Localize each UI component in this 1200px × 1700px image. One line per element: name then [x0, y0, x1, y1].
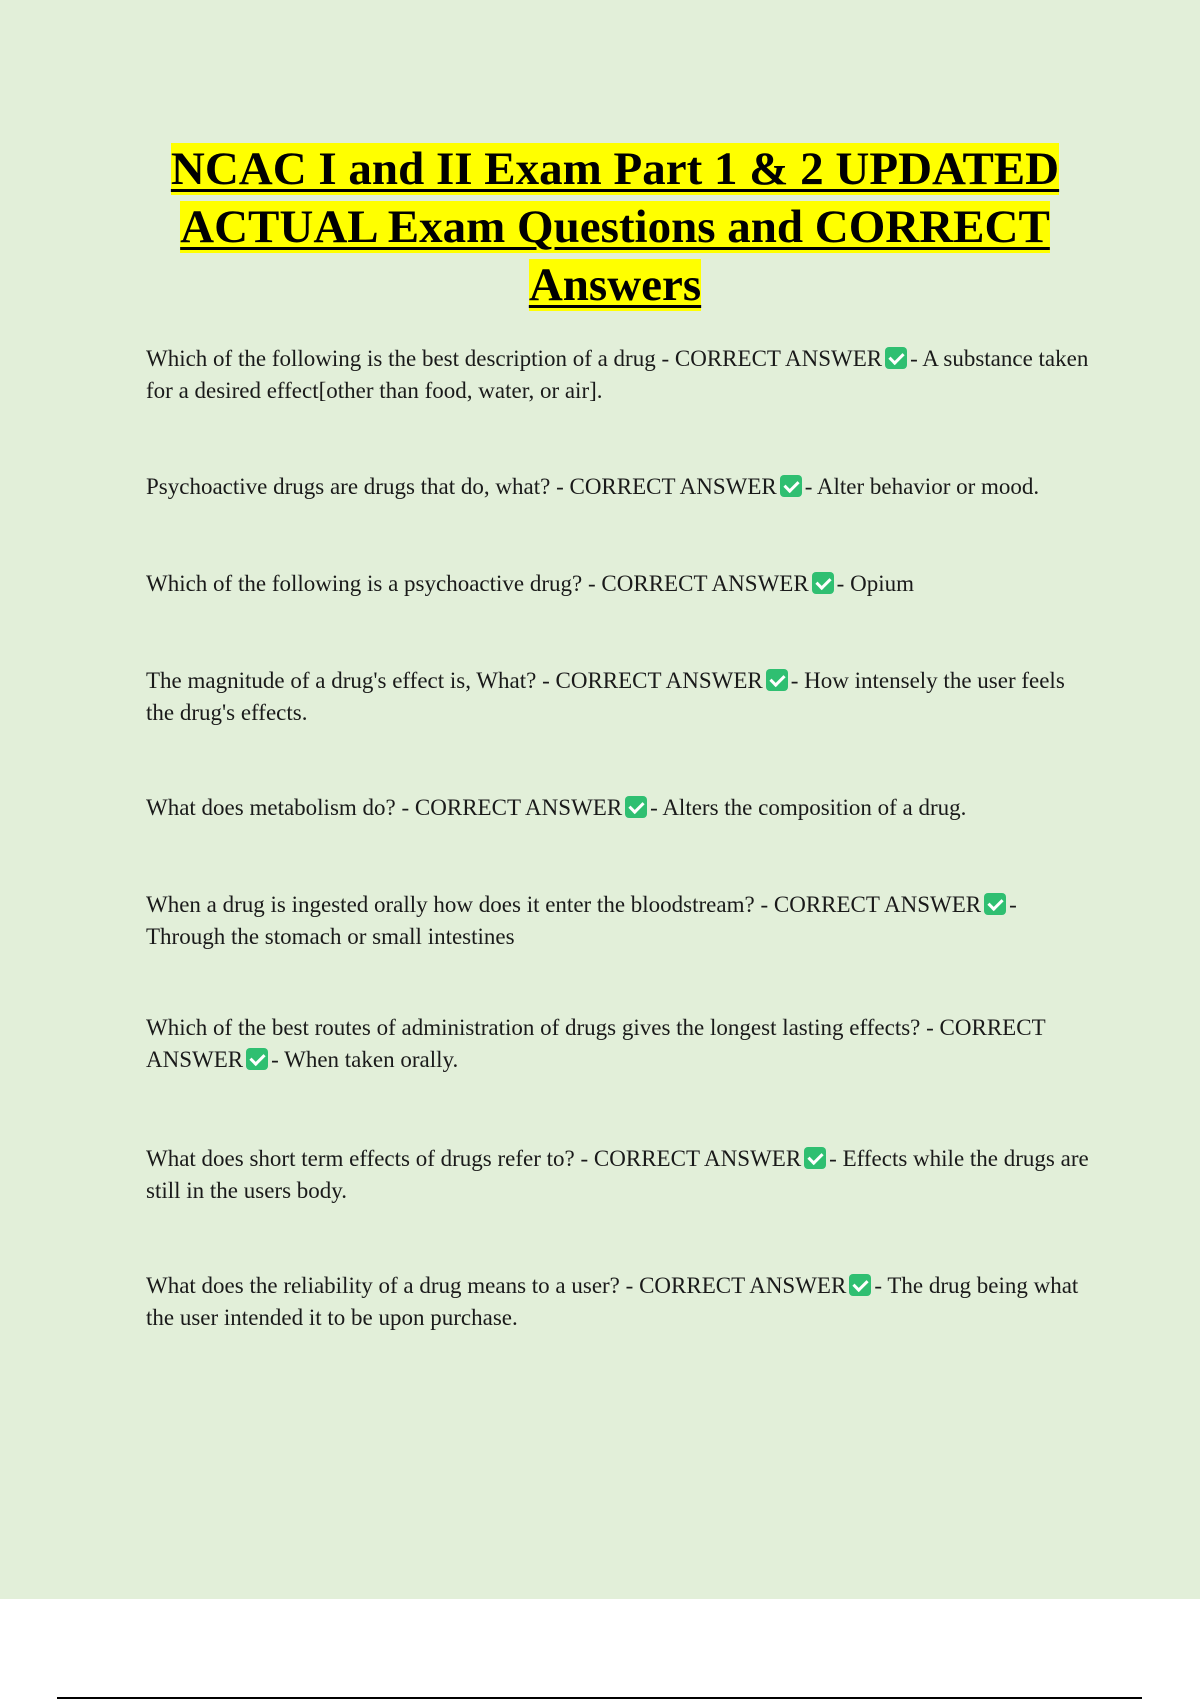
- check-mark-icon: [246, 1048, 268, 1070]
- answer-marker: CORRECT ANSWER: [593, 1146, 802, 1171]
- answer-marker: CORRECT ANSWER: [601, 571, 809, 596]
- document-title-text: NCAC I and II Exam Part 1 & 2 UPDATED ACTUAL Exam Questions and CORRECT Answers: [170, 143, 1060, 311]
- answer-text: Alter behavior or mood.: [816, 474, 1040, 499]
- answer-text: The drug being what the user intended it to be upon purchase.: [146, 1273, 1079, 1330]
- answer-marker: CORRECT ANSWER: [639, 1273, 847, 1298]
- qa-item: The magnitude of a drug's effect is, What? - CORRECT ANSWER - How intensely the user feels the drug's effects.: [146, 668, 1065, 725]
- answer-marker: CORRECT ANSWER: [569, 474, 777, 499]
- qa-item: Psychoactive drugs are drugs that do, what? - CORRECT ANSWER - Alter behavior or mood.: [146, 474, 1040, 499]
- check-mark-icon: [984, 893, 1006, 915]
- answer-marker: CORRECT ANSWER: [146, 1015, 1046, 1072]
- check-mark-icon: [625, 796, 647, 818]
- question-text: Which of the following is a psychoactive drug?: [146, 571, 583, 596]
- answer-text: When taken orally.: [284, 1047, 459, 1072]
- question-text: Which of the best routes of administration of drugs gives the longest lasting effects?: [146, 1015, 921, 1040]
- qa-item: When a drug is ingested orally how does it enter the bloodstream? - CORRECT ANSWER - Through the stomach or small intestines: [146, 892, 1017, 949]
- check-mark-icon: [812, 572, 834, 594]
- question-text: Psychoactive drugs are drugs that do, what?: [146, 474, 551, 499]
- qa-item: Which of the best routes of administration of drugs gives the longest lasting effects? - CORRECT ANSWER - When taken orally.: [146, 1015, 1046, 1072]
- answer-text: A substance taken for a desired effect[other than food, water, or air].: [146, 346, 1089, 403]
- check-mark-icon: [780, 475, 802, 497]
- answer-text: Alters the composition of a drug.: [662, 795, 967, 820]
- answer-text: Effects while the drugs are still in the users body.: [146, 1146, 1089, 1203]
- check-mark-icon: [766, 669, 788, 691]
- question-text: What does the reliability of a drug means to a user?: [146, 1273, 620, 1298]
- qa-item: What does metabolism do? - CORRECT ANSWER - Alters the composition of a drug.: [146, 795, 967, 820]
- check-mark-icon: [885, 347, 907, 369]
- qa-item: What does the reliability of a drug means to a user? - CORRECT ANSWER - The drug being what the user intended it to be upon purchase.: [146, 1273, 1079, 1330]
- answer-marker: CORRECT ANSWER: [555, 668, 763, 693]
- qa-item: What does short term effects of drugs refer to? - CORRECT ANSWER - Effects while the drugs are still in the users body.: [146, 1146, 1089, 1203]
- answer-text: How intensely the user feels the drug's effects.: [146, 668, 1065, 725]
- qa-item: Which of the following is a psychoactive drug? - CORRECT ANSWER - Opium: [146, 571, 914, 596]
- question-text: Which of the following is the best description of a drug: [146, 346, 656, 371]
- question-text: What does short term effects of drugs refer to?: [146, 1146, 575, 1171]
- answer-text: Through the stomach or small intestines: [146, 924, 515, 949]
- footer-divider: [57, 1697, 1142, 1699]
- answer-text: Opium: [850, 571, 914, 596]
- check-mark-icon: [804, 1147, 826, 1169]
- answer-marker: CORRECT ANSWER: [674, 346, 883, 371]
- document-title: [140, 140, 1090, 314]
- question-text: When a drug is ingested orally how does it enter the bloodstream?: [146, 892, 755, 917]
- qa-item: Which of the following is the best description of a drug - CORRECT ANSWER - A substance taken for a desired effect[other than food, water, or air].: [146, 346, 1089, 403]
- answer-marker: CORRECT ANSWER: [773, 892, 982, 917]
- check-mark-icon: [849, 1274, 871, 1296]
- question-text: The magnitude of a drug's effect is, What?: [146, 668, 537, 693]
- answer-marker: CORRECT ANSWER: [414, 795, 623, 820]
- question-text: What does metabolism do?: [146, 795, 396, 820]
